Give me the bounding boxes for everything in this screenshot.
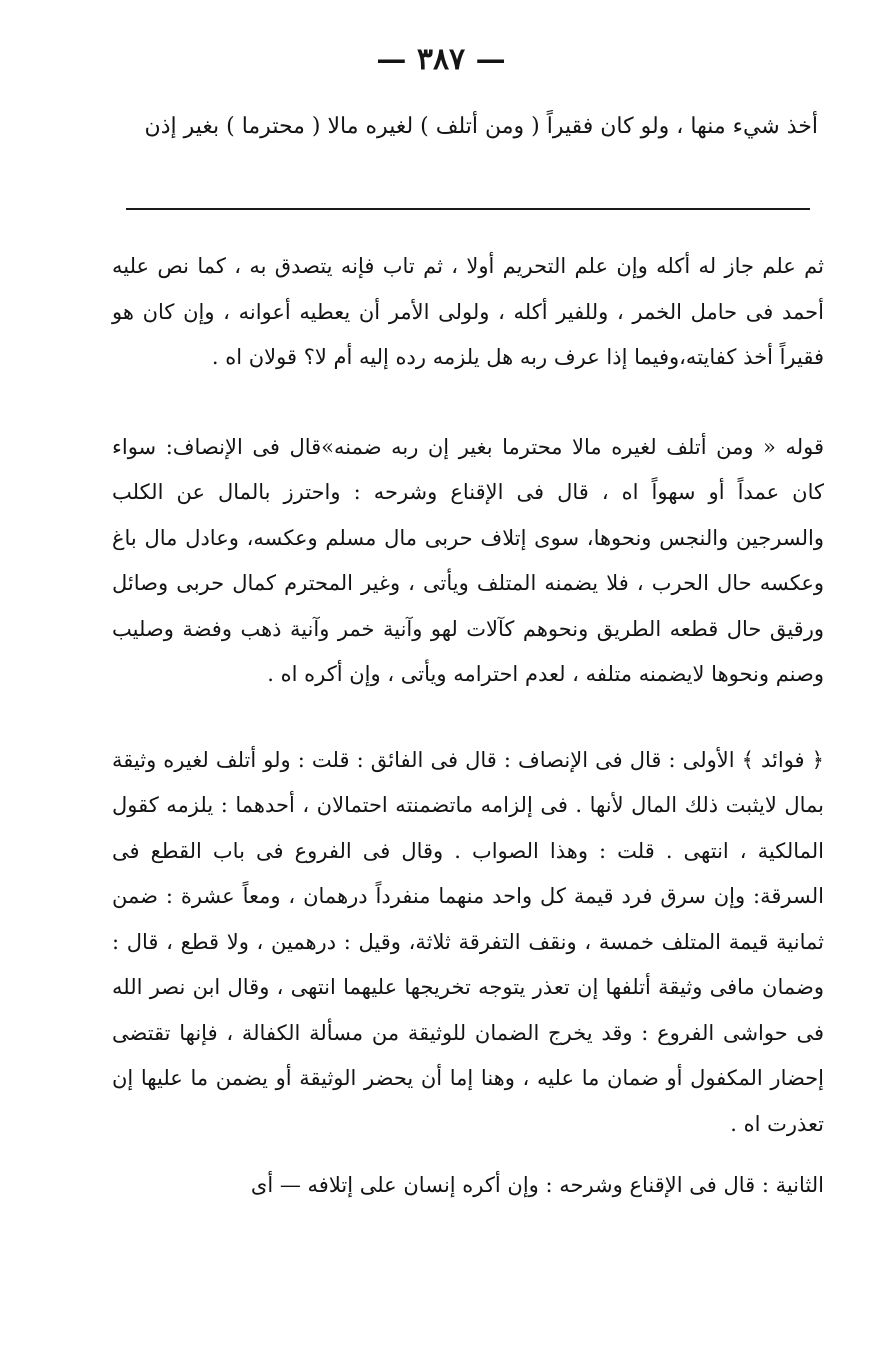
commentary-paragraph: ﴿ فوائد ﴾ الأولى : قال فى الإنصاف : قال فى الفائق : قلت : ولو أتلف لغيره وثيقة بمال لايثبت ذلك المال لأنها . فى إلزامه ماتضمنته احتمالان ، أحدهما : يلزمه كقول المالكية ، انتهى . قلت : وهذا الصواب . وقال فى الفروع فى باب القطع فى السرقة: وإن سرق فرد قيمة كل واحد منهما منفرداً درهمان ، ومعاً عشرة : ضمن ثمانية قيمة المتلف خمسة ، ونقف التفرقة ثلاثة، وقيل : درهمين ، ولا قطع ، قال : وضمان مافى وثيقة أتلفها إن تعذر يتوجه تخريجها عليهما انتهى ، وقال ابن نصر الله فى حواشى الفروع : وقد يخرج الضمان للوثيقة من مسألة الكفالة ، فإنها تقتضى إحضار المكفول أو ضمان ما عليه ، وهنا إما أن يحضر الوثيقة أو يضمن ما عليها إن تعذرت اه .	[112, 747, 825, 1136]
commentary-paragraph: الثانية : قال فى الإقناع وشرحه : وإن أكره إنسان على إتلافه — أى	[250, 1173, 824, 1197]
divider-line	[126, 208, 810, 210]
commentary	[112, 244, 824, 1209]
commentary-paragraph: قوله « ومن أتلف لغيره مالا محترما بغير إن ربه ضمنه»قال فى الإنصاف: سواء كان عمداً أو سهواً اه ، قال فى الإقناع وشرحه : واحترز بالمال عن الكلب والسرجين والنجس ونحوها، سوى إتلاف حربى مال مسلم وعكسه، وعادل مال باغ وعكسه حال الحرب ، فلا يضمنه المتلف ويأتى ، وغير المحترم كمال حربى وصائل ورقيق حال قطعه الطريق ونحوهم كآلات لهو وآنية خمر وآنية ذهب وفضة وصليب وصنم ونحوها لايضمنه متلفه ، لعدم احترامه ويأتى ، وإن أكره اه .	[112, 434, 824, 686]
page-number: — ٣٨٧ —	[376, 42, 506, 77]
commentary-paragraph: ثم علم جاز له أكله وإن علم التحريم أولا ، ثم تاب فإنه يتصدق به ، كما نص عليه أحمد فى حامل الخمر ، وللفير أكله ، ولولى الأمر أن يعطيه أعوانه ، وإن كان هو فقيراً أخذ كفايته،وفيما إذا عرف ربه هل يلزمه رده إليه أم لا؟ قولان اه .	[112, 254, 824, 369]
main-text: أخذ شيء منها ، ولو كان فقيراً ( ومن أتلف ) لغيره مالا ( محترما ) بغير إذن	[144, 114, 818, 139]
